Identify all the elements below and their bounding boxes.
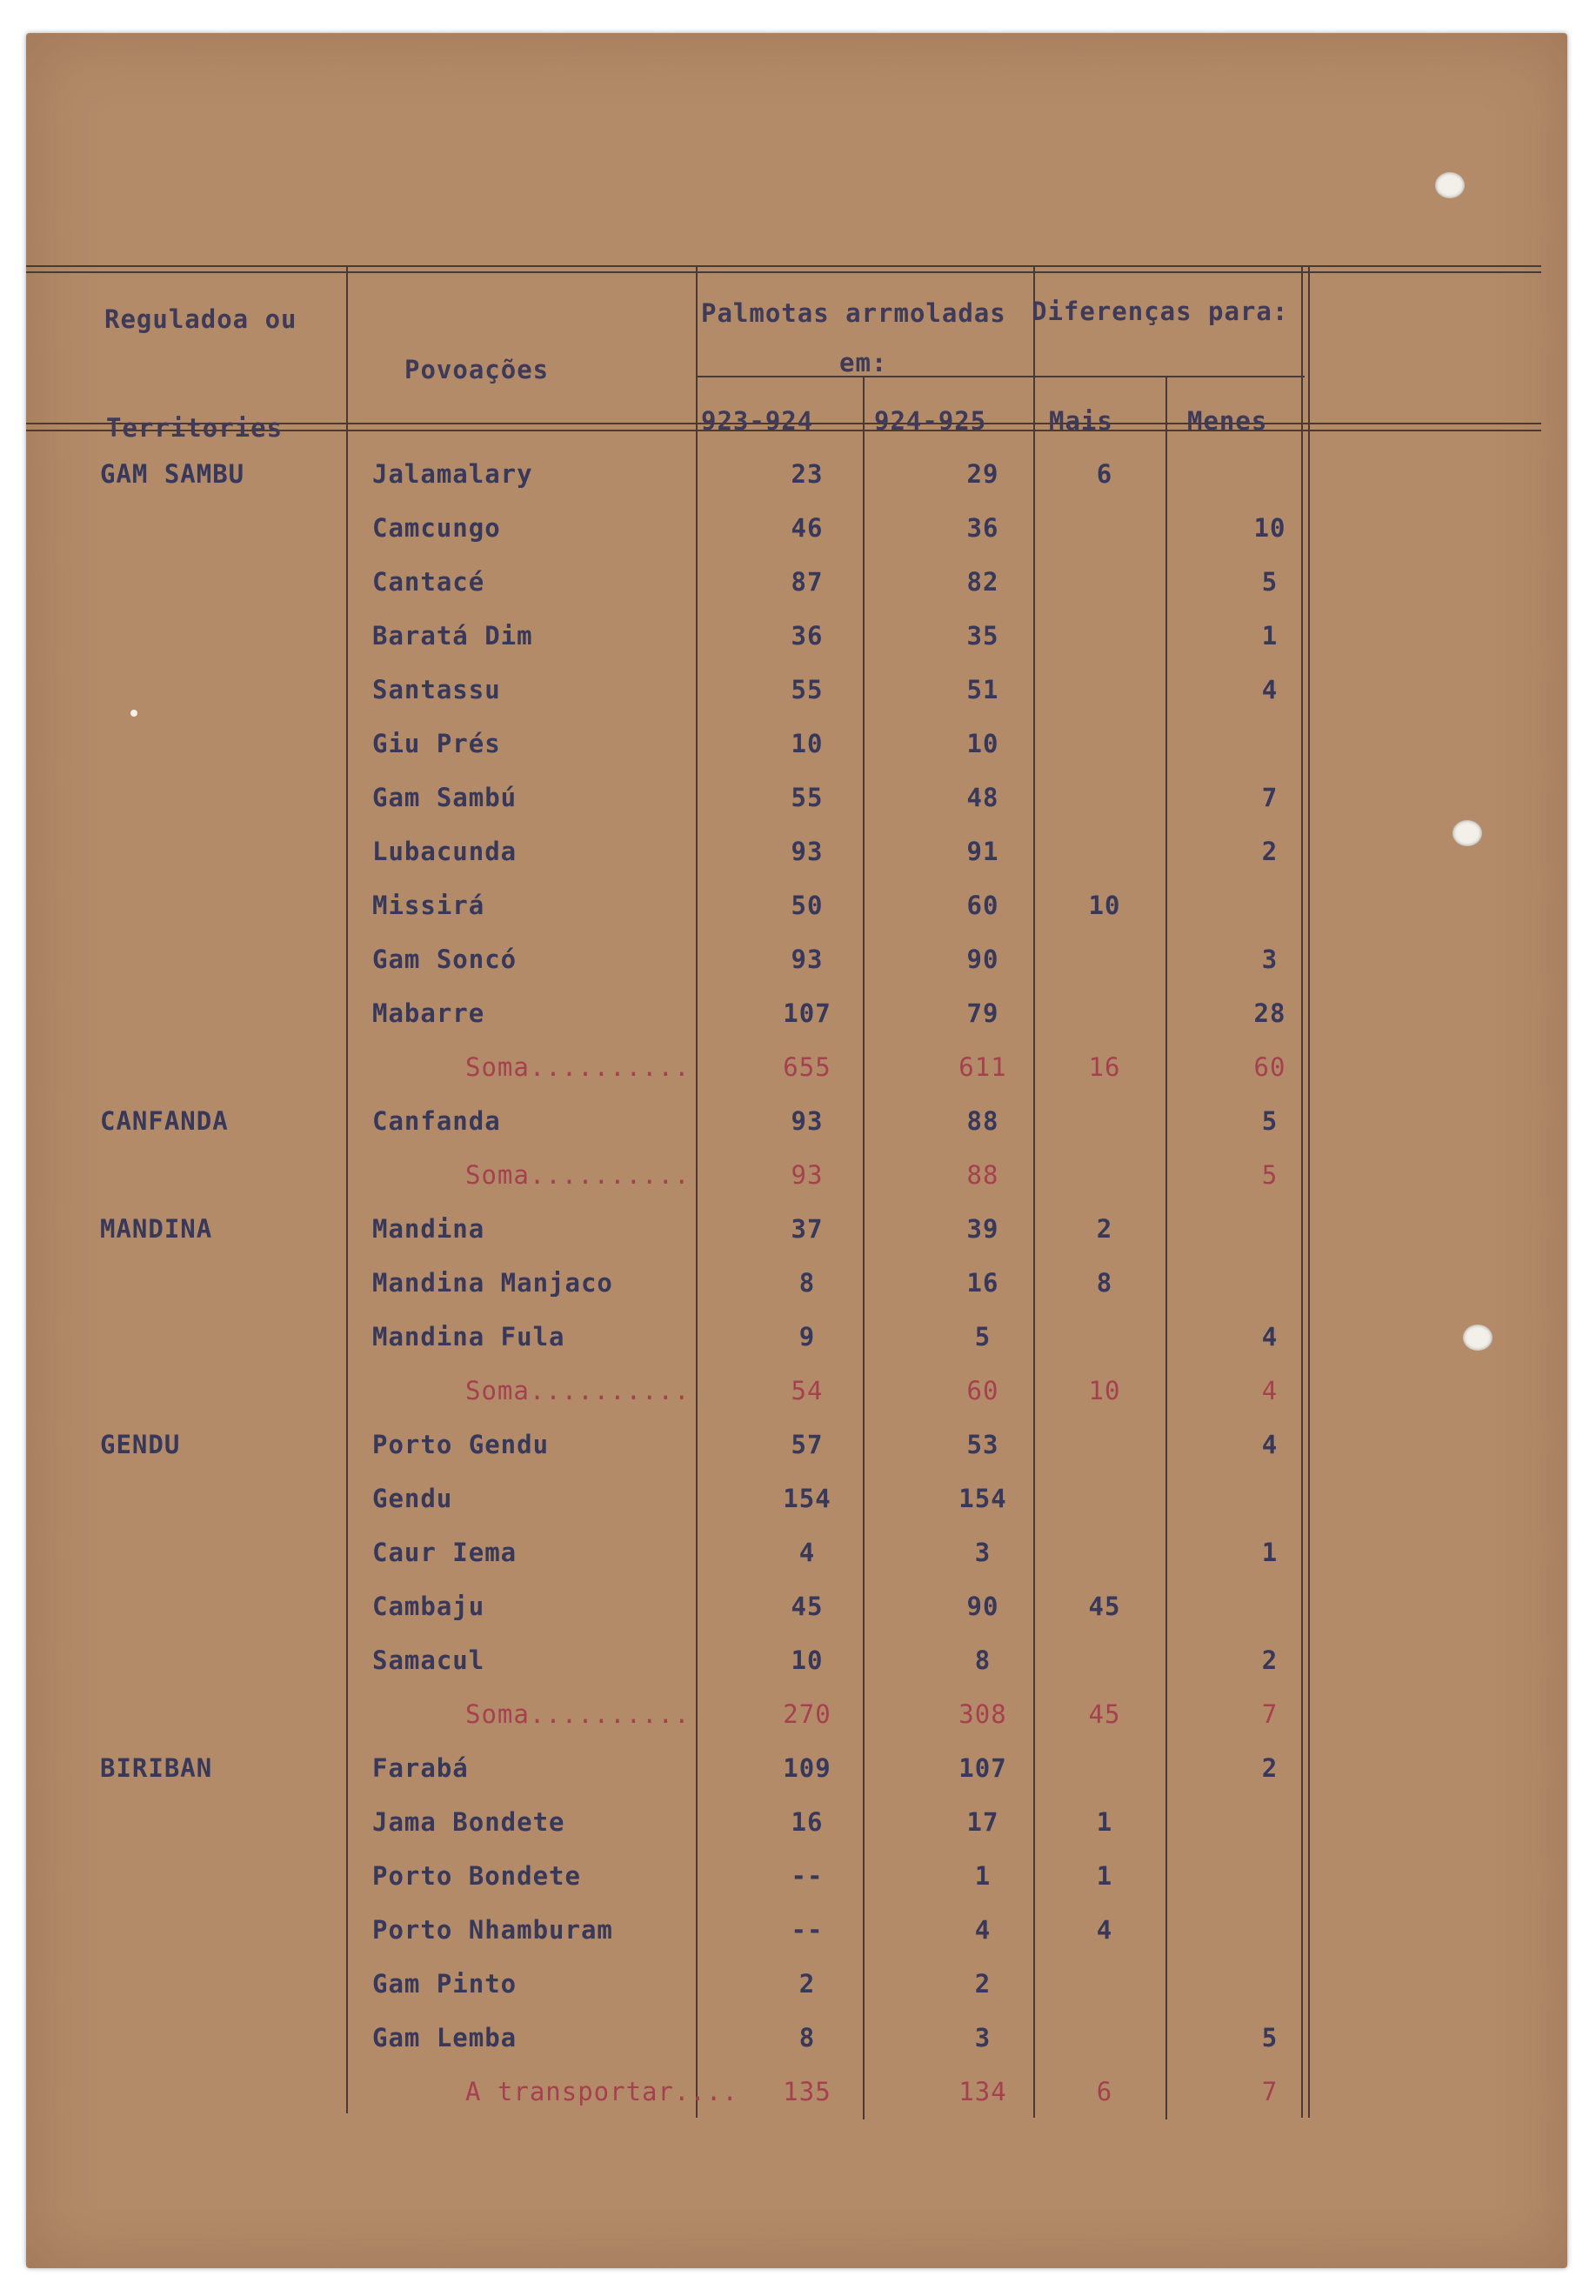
value-menos: 2 xyxy=(1261,1645,1279,1675)
total-label: Soma.......... xyxy=(465,1052,691,1082)
village-name: Mandina Fula xyxy=(372,1322,565,1352)
village-name: Porto Nhamburam xyxy=(372,1915,613,1945)
value-923-924: 36 xyxy=(791,621,824,651)
header-923-924: 923-924 xyxy=(701,406,814,436)
col-rule xyxy=(1308,265,1310,2118)
region-name: CANFANDA xyxy=(100,1106,229,1136)
village-name: Camcungo xyxy=(372,513,501,543)
col-rule xyxy=(1033,265,1035,2118)
value-923-924: 2 xyxy=(798,1969,816,1999)
value-mais: 8 xyxy=(1096,1268,1113,1298)
total-menos: 60 xyxy=(1253,1052,1286,1082)
header-diferencas: Diferenças para: xyxy=(1032,297,1289,326)
value-924-925: 88 xyxy=(966,1106,999,1136)
value-mais: 1 xyxy=(1096,1861,1113,1891)
value-924-925: 10 xyxy=(966,729,999,758)
total-924-925: 60 xyxy=(966,1376,999,1405)
value-923-924: 93 xyxy=(791,837,824,866)
value-924-925: 90 xyxy=(966,944,999,974)
value-menos: 2 xyxy=(1261,1753,1279,1783)
village-name: Gam Sambú xyxy=(372,783,518,812)
value-mais: 4 xyxy=(1096,1915,1113,1945)
total-mais: 16 xyxy=(1088,1052,1121,1082)
value-923-924: 4 xyxy=(798,1538,816,1567)
region-name: BIRIBAN xyxy=(100,1753,213,1783)
value-923-924: 57 xyxy=(791,1430,824,1459)
value-menos: 4 xyxy=(1261,675,1279,704)
total-923-924: 54 xyxy=(791,1376,824,1405)
value-924-925: 36 xyxy=(966,513,999,543)
value-923-924: 50 xyxy=(791,891,824,920)
value-923-924: -- xyxy=(791,1861,824,1891)
col-rule xyxy=(696,265,698,2118)
village-name: Farabá xyxy=(372,1753,469,1783)
value-924-925: 1 xyxy=(974,1861,992,1891)
village-name: Cambaju xyxy=(372,1592,485,1621)
total-mais: 10 xyxy=(1088,1376,1121,1405)
value-menos: 5 xyxy=(1261,2023,1279,2052)
village-name: Mandina xyxy=(372,1214,485,1244)
value-923-924: 16 xyxy=(791,1807,824,1837)
total-924-925: 134 xyxy=(958,2077,1007,2106)
region-name: GENDU xyxy=(100,1430,181,1459)
value-924-925: 79 xyxy=(966,998,999,1028)
region-name: GAM SAMBU xyxy=(100,459,245,489)
value-923-924: 109 xyxy=(783,1753,831,1783)
total-mais: 6 xyxy=(1096,2077,1113,2106)
value-924-925: 51 xyxy=(966,675,999,704)
value-923-924: 154 xyxy=(783,1484,831,1513)
value-923-924: 9 xyxy=(798,1322,816,1352)
total-menos: 5 xyxy=(1261,1160,1279,1190)
value-menos: 28 xyxy=(1253,998,1286,1028)
value-923-924: 10 xyxy=(791,1645,824,1675)
value-menos: 1 xyxy=(1261,1538,1279,1567)
col-rule xyxy=(1165,376,1167,2119)
value-923-924: 87 xyxy=(791,567,824,597)
village-name: Samacul xyxy=(372,1645,485,1675)
value-menos: 7 xyxy=(1261,783,1279,812)
col-rule xyxy=(1301,265,1303,2118)
top-rule xyxy=(26,265,1541,267)
value-924-925: 91 xyxy=(966,837,999,866)
region-name: MANDINA xyxy=(100,1214,213,1244)
header-924-925: 924-925 xyxy=(874,406,987,436)
total-label: Soma.......... xyxy=(465,1160,691,1190)
value-923-924: -- xyxy=(791,1915,824,1945)
value-menos: 2 xyxy=(1261,837,1279,866)
value-mais: 10 xyxy=(1088,891,1121,920)
total-923-924: 135 xyxy=(783,2077,831,2106)
value-menos: 1 xyxy=(1261,621,1279,651)
header-regulados: Reguladoa ou xyxy=(104,304,297,334)
value-mais: 45 xyxy=(1088,1592,1121,1621)
value-menos: 4 xyxy=(1261,1322,1279,1352)
village-name: Jama Bondete xyxy=(372,1807,565,1837)
value-923-924: 55 xyxy=(791,783,824,812)
village-name: Mandina Manjaco xyxy=(372,1268,613,1298)
value-menos: 10 xyxy=(1253,513,1286,543)
village-name: Giu Prés xyxy=(372,729,501,758)
value-923-924: 37 xyxy=(791,1214,824,1244)
sub-header-rule xyxy=(696,376,1305,377)
total-label: Soma.......... xyxy=(465,1376,691,1405)
total-label: A transportar.... xyxy=(465,2077,738,2106)
value-924-925: 3 xyxy=(974,2023,992,2052)
punch-hole xyxy=(1463,1325,1492,1351)
col-rule xyxy=(346,265,348,2113)
value-923-924: 23 xyxy=(791,459,824,489)
total-menos: 7 xyxy=(1261,1699,1279,1729)
total-mais: 45 xyxy=(1088,1699,1121,1729)
total-923-924: 655 xyxy=(783,1052,831,1082)
value-mais: 6 xyxy=(1096,459,1113,489)
value-menos: 5 xyxy=(1261,1106,1279,1136)
value-menos: 4 xyxy=(1261,1430,1279,1459)
header-menos: Menes xyxy=(1187,406,1268,436)
header-povoacoes: Povoações xyxy=(404,355,550,384)
value-924-925: 90 xyxy=(966,1592,999,1621)
top-rule-double xyxy=(26,271,1541,273)
village-name: Gam Lemba xyxy=(372,2023,518,2052)
value-924-925: 2 xyxy=(974,1969,992,1999)
paper-mark xyxy=(130,710,137,717)
village-name: Lubacunda xyxy=(372,837,518,866)
village-name: Jalamalary xyxy=(372,459,533,489)
value-924-925: 5 xyxy=(974,1322,992,1352)
value-924-925: 48 xyxy=(966,783,999,812)
value-923-924: 45 xyxy=(791,1592,824,1621)
value-923-924: 107 xyxy=(783,998,831,1028)
village-name: Santassu xyxy=(372,675,501,704)
value-924-925: 82 xyxy=(966,567,999,597)
total-menos: 4 xyxy=(1261,1376,1279,1405)
value-923-924: 10 xyxy=(791,729,824,758)
value-924-925: 35 xyxy=(966,621,999,651)
value-924-925: 39 xyxy=(966,1214,999,1244)
punch-hole xyxy=(1452,820,1482,846)
village-name: Missirá xyxy=(372,891,485,920)
village-name: Gendu xyxy=(372,1484,453,1513)
value-924-925: 154 xyxy=(958,1484,1007,1513)
value-924-925: 53 xyxy=(966,1430,999,1459)
header-palmotas: Palmotas arrmoladas xyxy=(701,298,1006,328)
total-924-925: 88 xyxy=(966,1160,999,1190)
village-name: Caur Iema xyxy=(372,1538,518,1567)
value-923-924: 93 xyxy=(791,1106,824,1136)
value-mais: 1 xyxy=(1096,1807,1113,1837)
value-923-924: 93 xyxy=(791,944,824,974)
value-924-925: 29 xyxy=(966,459,999,489)
total-menos: 7 xyxy=(1261,2077,1279,2106)
value-924-925: 8 xyxy=(974,1645,992,1675)
village-name: Canfanda xyxy=(372,1106,501,1136)
total-923-924: 93 xyxy=(791,1160,824,1190)
village-name: Mabarre xyxy=(372,998,485,1028)
header-mais: Mais xyxy=(1049,406,1113,436)
village-name: Cantacé xyxy=(372,567,485,597)
village-name: Gam Pinto xyxy=(372,1969,518,1999)
header-em: em: xyxy=(839,348,888,377)
value-924-925: 60 xyxy=(966,891,999,920)
value-mais: 2 xyxy=(1096,1214,1113,1244)
value-923-924: 46 xyxy=(791,513,824,543)
village-name: Gam Soncó xyxy=(372,944,518,974)
village-name: Porto Bondete xyxy=(372,1861,581,1891)
total-924-925: 611 xyxy=(958,1052,1007,1082)
total-923-924: 270 xyxy=(783,1699,831,1729)
value-923-924: 8 xyxy=(798,2023,816,2052)
value-924-925: 17 xyxy=(966,1807,999,1837)
punch-hole xyxy=(1435,172,1465,198)
value-923-924: 55 xyxy=(791,675,824,704)
total-label: Soma.......... xyxy=(465,1699,691,1729)
value-923-924: 8 xyxy=(798,1268,816,1298)
value-924-925: 107 xyxy=(958,1753,1007,1783)
value-menos: 3 xyxy=(1261,944,1279,974)
value-924-925: 4 xyxy=(974,1915,992,1945)
value-924-925: 3 xyxy=(974,1538,992,1567)
header-territorios: Territories xyxy=(106,413,284,443)
village-name: Baratá Dim xyxy=(372,621,533,651)
total-924-925: 308 xyxy=(958,1699,1007,1729)
village-name: Porto Gendu xyxy=(372,1430,550,1459)
value-menos: 5 xyxy=(1261,567,1279,597)
value-924-925: 16 xyxy=(966,1268,999,1298)
